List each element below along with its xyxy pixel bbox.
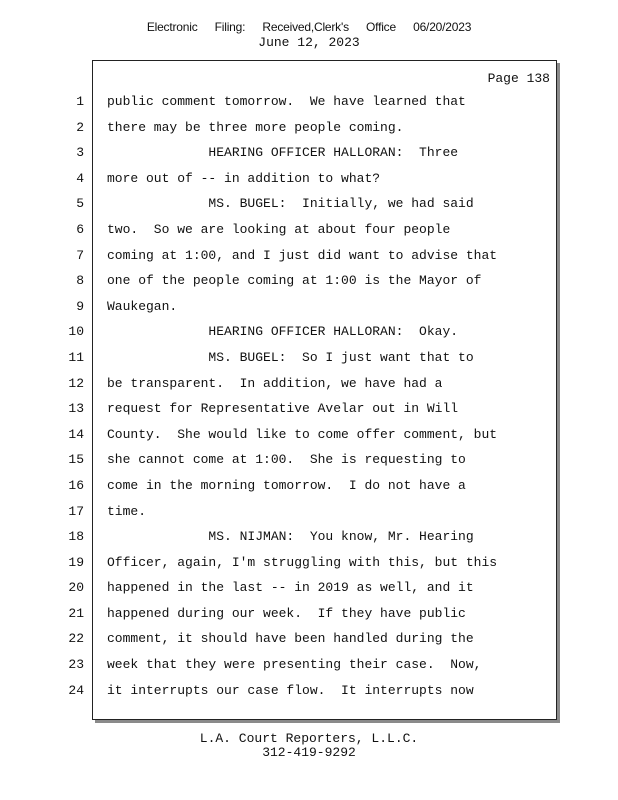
footer bbox=[0, 732, 618, 760]
transcript-line bbox=[0, 191, 618, 217]
line-text: coming at 1:00, and I just did want to advise that bbox=[107, 247, 498, 263]
footer-phone: 312-419-9292 bbox=[262, 745, 356, 760]
line-text: public comment tomorrow. We have learned that bbox=[107, 94, 466, 109]
line-text: comment, it should have been handled during the bbox=[107, 631, 474, 647]
footer-company: L.A. Court Reporters, L.L.C. bbox=[199, 731, 419, 746]
line-number: 17 bbox=[68, 503, 84, 519]
line-number: 14 bbox=[68, 426, 84, 442]
line-number: 22 bbox=[68, 631, 84, 647]
line-text: HEARING OFFICER HALLORAN: Okay. bbox=[107, 324, 459, 340]
transcript-line bbox=[0, 652, 618, 678]
transcript-line bbox=[0, 115, 618, 141]
transcript-line bbox=[0, 473, 618, 499]
line-number: 5 bbox=[76, 196, 84, 212]
transcript-line bbox=[0, 217, 618, 243]
line-number: 24 bbox=[68, 682, 84, 698]
transcript-line bbox=[0, 243, 618, 269]
line-number: 18 bbox=[68, 529, 84, 545]
stamp-office: Office bbox=[366, 20, 396, 34]
transcript-line bbox=[0, 396, 618, 422]
line-text: MS. BUGEL: Initially, we had said bbox=[107, 196, 474, 212]
transcript-line bbox=[0, 140, 618, 166]
stamp-electronic: Electronic bbox=[146, 20, 198, 34]
line-text: MS. NIJMAN: You know, Mr. Hearing bbox=[107, 529, 474, 545]
line-text: time. bbox=[107, 503, 147, 519]
line-number: 1 bbox=[76, 94, 84, 109]
line-number: 21 bbox=[68, 605, 84, 621]
line-text: two. So we are looking at about four people bbox=[107, 221, 451, 237]
line-number: 8 bbox=[76, 273, 84, 289]
transcript-line bbox=[0, 319, 618, 345]
line-text: be transparent. In addition, we have had a bbox=[107, 375, 443, 391]
transcript-line bbox=[0, 524, 618, 550]
line-text: Waukegan. bbox=[107, 298, 178, 314]
line-number: 3 bbox=[76, 145, 84, 161]
line-text: HEARING OFFICER HALLORAN: Three bbox=[107, 145, 459, 161]
transcript-line bbox=[0, 89, 618, 115]
transcript-line bbox=[0, 499, 618, 525]
line-text: happened during our week. If they have public bbox=[107, 605, 466, 621]
line-number: 9 bbox=[76, 298, 84, 314]
transcript-line bbox=[0, 345, 618, 371]
transcript-line bbox=[0, 550, 618, 576]
line-number: 20 bbox=[68, 580, 84, 596]
line-number: 12 bbox=[68, 375, 84, 391]
line-number: 13 bbox=[68, 401, 84, 417]
transcript-line bbox=[0, 678, 618, 704]
line-text: happened in the last -- in 2019 as well, and it bbox=[107, 580, 474, 596]
transcript-line bbox=[0, 447, 618, 473]
line-number: 4 bbox=[76, 170, 84, 186]
transcript-line bbox=[0, 422, 618, 448]
line-text: she cannot come at 1:00. She is requesting to bbox=[107, 452, 466, 468]
line-text: County. She would like to come offer comment, but bbox=[107, 426, 498, 442]
line-text: Officer, again, I'm struggling with this, but this bbox=[107, 554, 498, 570]
line-number: 15 bbox=[68, 452, 84, 468]
transcript-line bbox=[0, 575, 618, 601]
line-text: it interrupts our case flow. It interrupts now bbox=[107, 682, 474, 698]
page-number: Page 138 bbox=[487, 71, 550, 86]
line-text: come in the morning tomorrow. I do not have a bbox=[107, 477, 466, 493]
transcript-line bbox=[0, 601, 618, 627]
line-number: 6 bbox=[76, 221, 84, 237]
transcript-line bbox=[0, 294, 618, 320]
transcript-date: June 12, 2023 bbox=[258, 35, 360, 50]
transcript-line bbox=[0, 371, 618, 397]
line-text: more out of -- in addition to what? bbox=[107, 170, 381, 186]
stamp-date: 06/20/2023 bbox=[413, 20, 472, 34]
line-text: MS. BUGEL: So I just want that to bbox=[107, 349, 474, 365]
line-number: 23 bbox=[68, 657, 84, 673]
line-text: one of the people coming at 1:00 is the Mayor of bbox=[107, 273, 482, 289]
line-number: 11 bbox=[68, 349, 84, 365]
line-number: 19 bbox=[68, 554, 84, 570]
line-number: 16 bbox=[68, 477, 84, 493]
transcript-line bbox=[0, 626, 618, 652]
stamp-filing: Filing: bbox=[214, 20, 246, 34]
line-text: there may be three more people coming. bbox=[107, 119, 404, 135]
line-number: 7 bbox=[76, 247, 84, 263]
transcript-lines bbox=[0, 89, 618, 703]
transcript-line bbox=[0, 166, 618, 192]
electronic-filing-stamp bbox=[0, 20, 618, 34]
line-number: 10 bbox=[68, 324, 84, 340]
line-text: week that they were presenting their case. Now, bbox=[107, 657, 482, 673]
stamp-received-clerks: Received,Clerk's bbox=[262, 20, 349, 34]
line-number: 2 bbox=[76, 119, 84, 135]
transcript-line bbox=[0, 268, 618, 294]
line-text: request for Representative Avelar out in Will bbox=[107, 401, 459, 417]
